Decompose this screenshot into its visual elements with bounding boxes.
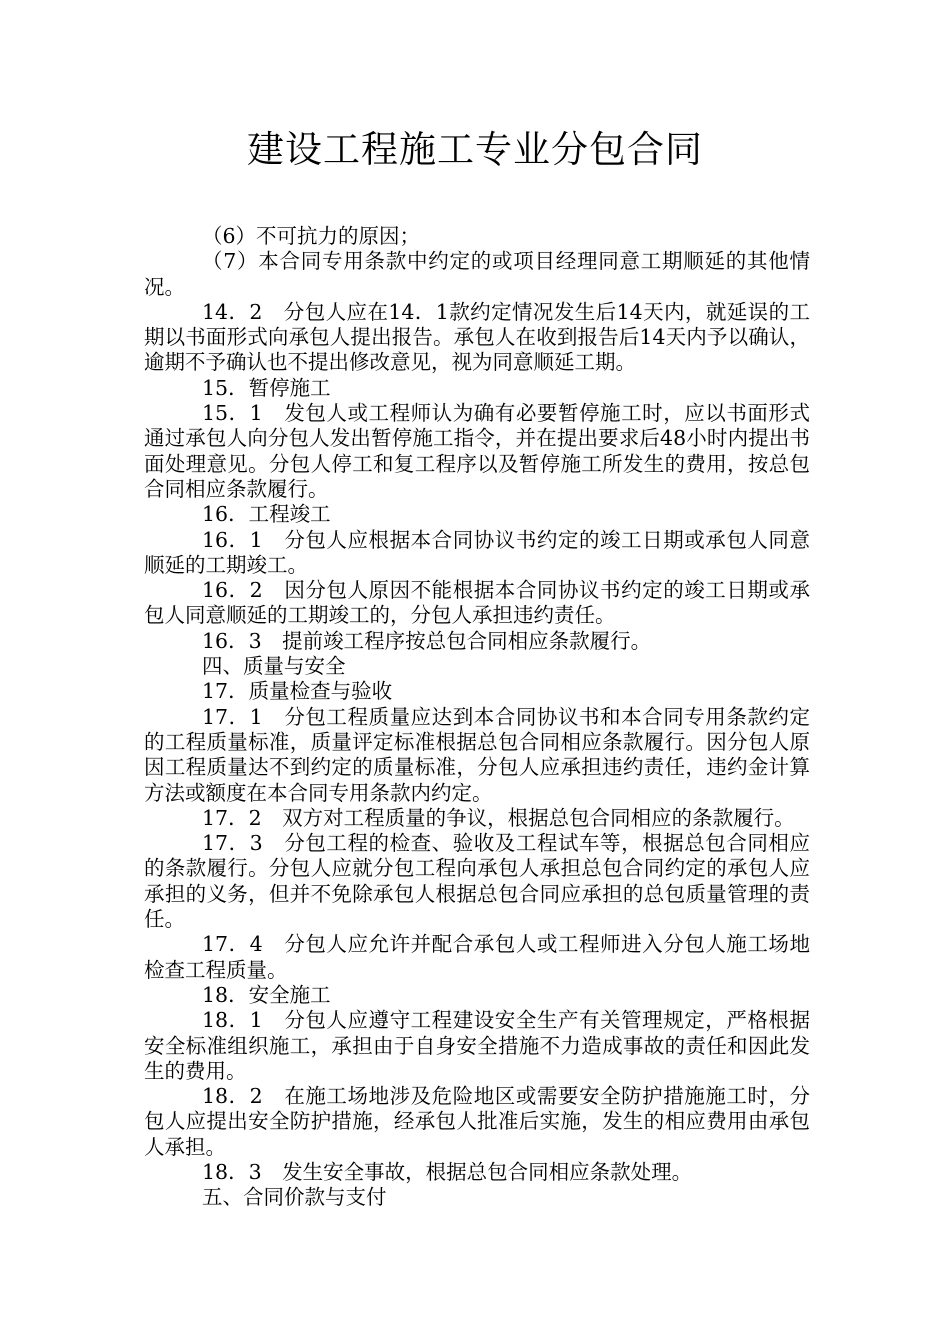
paragraph-15-1: 15．1 发包人或工程师认为确有必要暂停施工时，应以书面形式通过承包人向分包人发出暂停施工指令，并在提出要求后48小时内提出书面处理意见。分包人停工和复工程序以及暂停施工所发生的费用，按总包合同相应条款履行。 — [144, 401, 810, 501]
document-body — [144, 224, 810, 1211]
paragraph-18-2: 18．2 在施工场地涉及危险地区或需要安全防护措施施工时，分包人应提出安全防护措施，经承包人批准后实施，发生的相应费用由承包人承担。 — [144, 1084, 810, 1159]
section-5-price-payment: 五、合同价款与支付 — [202, 1185, 387, 1210]
paragraph-14-2: 14．2 分包人应在14．1款约定情况发生后14天内，就延误的工期以书面形式向承包人提出报告。承包人在收到报告后14天内予以确认，逾期不予确认也不提出修改意见，视为同意顺延工期。 — [144, 299, 810, 375]
document-title: 建设工程施工专业分包合同 — [247, 128, 703, 171]
heading-16-completion: 16．工程竣工 — [202, 502, 331, 527]
paragraph-16-2: 16．2 因分包人原因不能根据本合同协议书约定的竣工日期或承包人同意顺延的工期竣工的，分包人承担违约责任。 — [144, 578, 810, 628]
heading-17-quality-inspection: 17．质量检查与验收 — [202, 679, 393, 704]
paragraph-17-2: 17．2 双方对工程质量的争议，根据总包合同相应的条款履行。 — [202, 805, 795, 830]
paragraph-force-majeure: （6）不可抗力的原因； — [202, 224, 421, 248]
section-4-quality-safety: 四、质量与安全 — [202, 654, 346, 679]
heading-15-suspension: 15．暂停施工 — [202, 375, 331, 400]
paragraph-17-4: 17．4 分包人应允许并配合承包人或工程师进入分包人施工场地检查工程质量。 — [144, 932, 810, 982]
paragraph-other-circumstances: （7）本合同专用条款中约定的或项目经理同意工期顺延的其他情况。 — [144, 249, 810, 299]
paragraph-16-1: 16．1 分包人应根据本合同协议书约定的竣工日期或承包人同意顺延的工期竣工。 — [144, 527, 810, 577]
paragraph-18-1: 18．1 分包人应遵守工程建设安全生产有关管理规定，严格根据安全标准组织施工，承担由于自身安全措施不力造成事故的责任和因此发生的费用。 — [144, 1008, 810, 1083]
paragraph-16-3: 16．3 提前竣工程序按总包合同相应条款履行。 — [202, 628, 652, 653]
paragraph-17-1: 17．1 分包工程质量应达到本合同协议书和本合同专用条款约定的工程质量标准，质量评定标准根据总包合同相应条款履行。因分包人原因工程质量达不到约定的质量标准，分包人应承担违约责任，违约金计算方法或额度在本合同专用条款内约定。 — [144, 704, 810, 805]
heading-18-safety: 18．安全施工 — [202, 982, 331, 1007]
paragraph-17-3: 17．3 分包工程的检查、验收及工程试车等，根据总包合同相应的条款履行。分包人应就分包工程向承包人承担总包合同约定的承包人应承担的义务，但并不免除承包人根据总包合同应承担的总包质量管理的责任。 — [144, 831, 810, 932]
paragraph-18-3: 18．3 发生安全事故，根据总包合同相应条款处理。 — [202, 1159, 693, 1184]
